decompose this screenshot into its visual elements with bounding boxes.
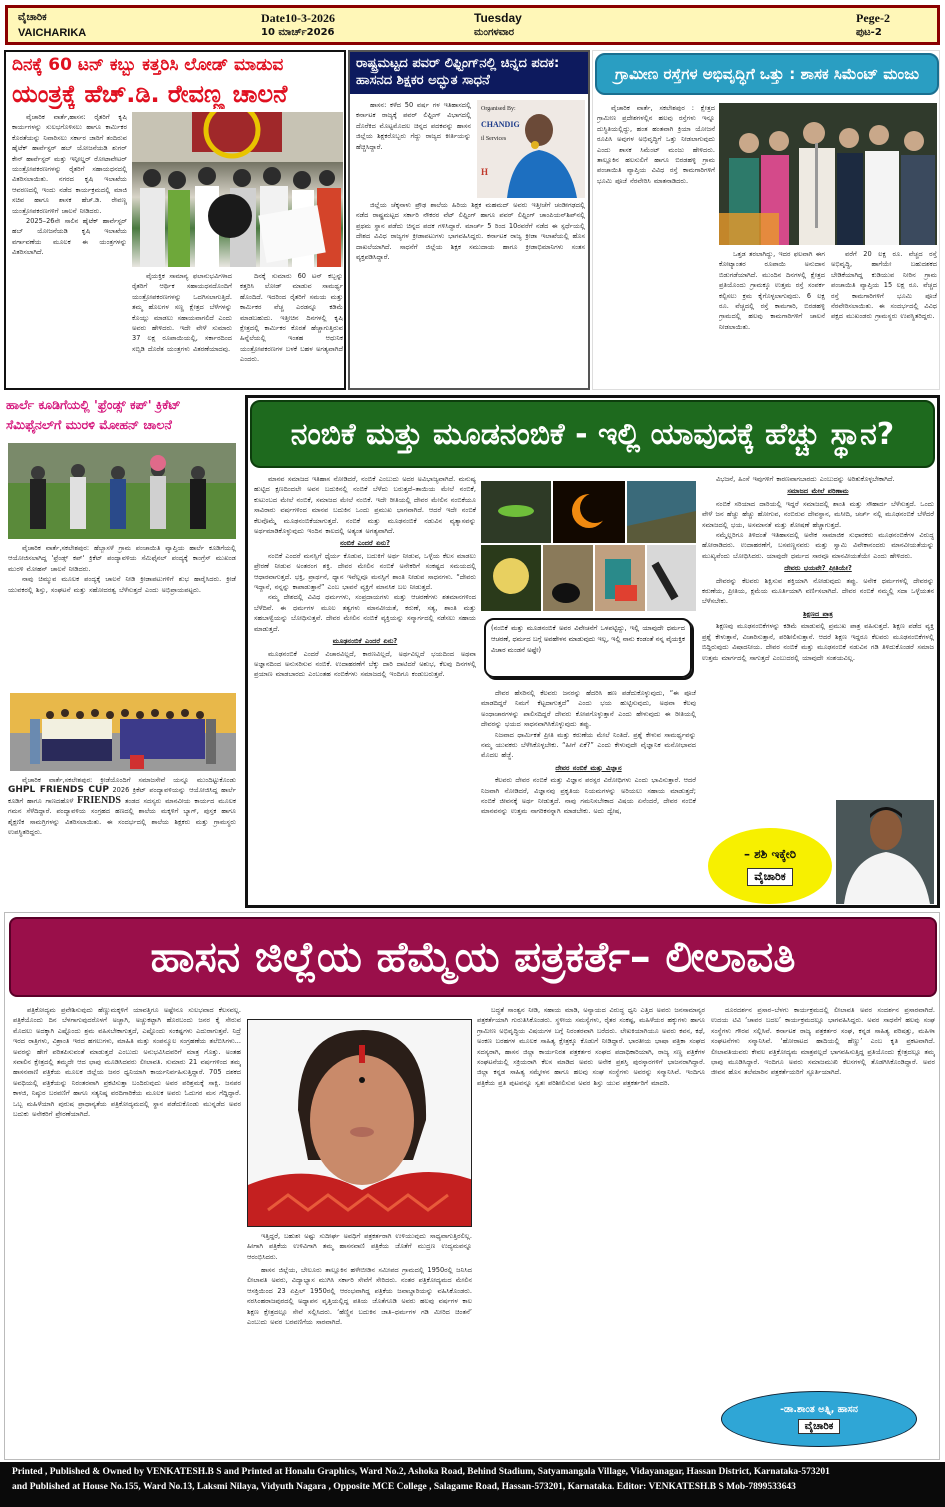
- author-badge-shantha: [721, 1391, 917, 1447]
- paragraph: ನಂಬಿಕೆ ಸರಿಯಾದ ದಾರಿಯಲ್ಲಿ ಇದ್ದರೆ ಸಮಾಜದಲ್ಲಿ ಶಾಂತಿ ಮತ್ತು ಸೌಹಾರ್ದ ಬೆಳೆಸುತ್ತದೆ. ಒಂದು ವೇಳೆ ಜನ ಹೆಚ್ಚು ಹೆಚ್ಚು ಹೋಗುವ, ನಂಬಿರುವ ದೇವಸ್ಥಾನ, ಮಸೀದಿ, ಚರ್ಚ್ ನಲ್ಲಿ ಮೂಢನಂಬಿಕೆ ಬೆಳೆದರೆ ಸಮಾಜದಲ್ಲಿ ಭಯ, ಅಸಮಾನತೆ ಮತ್ತು ಶೋಷಣೆ ಹೆಚ್ಚಾಗುತ್ತದೆ.: [702, 499, 934, 529]
- masthead-date-en: Date10-3-2026: [261, 11, 335, 25]
- paragraph: ನಂಬಿಕೆ ಎಂದರೆ ಮನಸ್ಸಿಗೆ ಧೈರ್ಯ ಕೊಡುವ, ಬದುಕಿಗೆ ಅರ್ಥ ನೀಡುವ, ಒಳ್ಳೆಯ ಕೆಲಸ ಮಾಡಲು ಪ್ರೇರಣೆ ನೀಡುವ ಅಂತರಂಗ ಶಕ್ತಿ. ದೇವರ ಮೇಲಿನ ನಂಬಿಕೆ ಅನೇಕರಿಗೆ ಸಂಕಷ್ಟದ ಸಮಯದಲ್ಲಿ ಆಧಾರವಾಗುತ್ತದೆ. ಭಕ್ತಿ, ಪ್ರಾರ್ಥನೆ, ಧ್ಯಾನ ಇವೆಲ್ಲವೂ ಮನಸ್ಸಿಗೆ ಶಾಂತಿ ನೀಡುವ ಸಾಧನಗಳು. “ದೇವರು ಇದ್ದಾನೆ, ನನ್ನನ್ನು ಕಾಪಾಡುತ್ತಾನೆ” ಎಂಬ ಭಾವನೆ ವ್ಯಕ್ತಿಗೆ ಮಾನಸಿಕ ಬಲ ನೀಡುತ್ತದೆ.: [254, 551, 476, 592]
- vaicharika-logo: ವೈಚಾರಿಕ: [798, 1419, 841, 1434]
- author-badge-shashi: [708, 828, 832, 904]
- ghpl-friends-cup-text: GHPL FRIENDS CUP: [8, 785, 109, 796]
- article-powerlifting-col2: [356, 200, 585, 386]
- paragraph: ವಿಭಜನೆ, ಹಿಂಸೆ ಇವುಗಳಿಗೆ ಕಾರಣವಾಗಬಾರದು ಎಂಬುದನ್ನು ಅರಿತುಕೊಳ್ಳಬೇಕಾಗಿದೆ.: [716, 475, 895, 483]
- photo-ceremony-graphic: [719, 103, 937, 245]
- article-belief-superstition: [245, 395, 940, 908]
- paragraph: ಪತ್ರಿಕೋದ್ಯಮ ಪ್ರವೇಶಿಸುವುದು ಹೆಣ್ಣುಮಕ್ಕಳಿಗೆ ಯಾವತ್ತಿಗೂ ಅಷ್ಟೇನೂ ಸುಲಭವಾದ ಕೆಲಸವಲ್ಲ. ಪತ್ರಿಕೆಯೊಂದು ದಿನ ಬೆಳಗಾಗುವುದರೊಳಗೆ ಅಚ್ಚಾಗಿ, ಅಚ್ಚುಕಟ್ಟಾಗಿ ಹೊರಬಂದು ಜನರ ಕೈ ಸೇರುವ ಮೊದಲು ಅದಕ್ಕಾಗಿ ಎಷ್ಟೊಂದು ಶ್ರಮ ವಹಿಸಬೇಕಾಗುತ್ತದೆ, ಎಷ್ಟೊಂದು ಸಂಕಷ್ಟಗಳು ಎದುರಾಗುತ್ತವೆ. ನಿದ್ರೆ ಇರದ ರಾತ್ರಿಗಳು, ವಿಶ್ರಾಂತಿ ಇರದ ಹಗಲುಗಳು, ಮಾಹಿತಿ ಮತ್ತು ಸಂಪನ್ಮೂಲ ಸಂಗ್ರಹಣೆಯ ತಲೆಬಿಸಿಗಳು... ಅವರನ್ನು ಹೇಗೆ ಪರಿತಪಿಸುವಂತೆ ಮಾಡುತ್ತದೆ ಎಂಬುದು ಅನುಭವಿಸಿದವರಿಗೆ ಮಾತ್ರ ಗೊತ್ತು. ಅಂತಹ ಸವಾಲಿನ ಕ್ಷೇತ್ರದಲ್ಲಿ ತಮ್ಮದೇ ಆದ ಛಾಪು ಮೂಡಿಸಿದವರು ಲೀಲಾವತಿ. ಸುಮಾರು 21 ವರ್ಷಗಳಿಂದ ತಮ್ಮ ಹಾಸನವಾಣಿ ಪತ್ರಿಕೆಯ ಮೂಲಕ ಜಿಲ್ಲೆಯ ಜನರ ಧ್ವನಿಯಾಗಿ ಕಾರ್ಯನಿರ್ವಹಿಸುತ್ತಿದ್ದಾರೆ. 705 ದಶಕದ ಅವಧಿಯಲ್ಲಿ ಪತ್ರಿಕೆಯನ್ನು ನಿರಂತರವಾಗಿ ಪ್ರಕಟಿಸುತ್ತಾ ಬಂದಿರುವುದು ಅವರ ಪರಿಶ್ರಮಕ್ಕೆ ಸಾಕ್ಷಿ. ಜನಪರ ಕಾಳಜಿ, ನಿಷ್ಠುರ ಬರವಣಿಗೆ ಹಾಗೂ ಸತ್ಯನಿಷ್ಠ ವರದಿಗಾರಿಕೆಯ ಮೂಲಕ ಅವರು ಓದುಗರ ಮನ ಗೆದ್ದಿದ್ದಾರೆ. ಒಬ್ಬ ಮಹಿಳೆಯಾಗಿ ಪುರುಷ ಪ್ರಾಧಾನ್ಯತೆಯ ಪತ್ರಿಕೋದ್ಯಮದಲ್ಲಿ ಸ್ಥಾನ ಪಡೆದುಕೊಂಡು ಮುನ್ನಡೆದ ಅವರ ಬದುಕು ಅನೇಕರಿಗೆ ಪ್ರೇರಣೆಯಾಗಿದೆ.: [13, 1006, 241, 1119]
- paragraph: ಇತ್ತಿದ್ದರೆ, ಬಹುಶಃ ಅಷ್ಟು ಸುದೀರ್ಘ ಅವಧಿಗೆ ಪತ್ರಕರ್ತರಾಗಿ ಉಳಿಯುವುದು ಸಾಧ್ಯವಾಗುತ್ತಿರಲಿಲ್ಲ. ಹೀಗಾಗಿ ಪತ್ರಿಕೆಯ ಉಳಿವಿಗಾಗಿ ತಮ್ಮ ಹಾಸನವಾಣಿ ಪತ್ರಿಕೆಯ ಜೊತೆಗೆ ಮುದ್ರಣ ಉದ್ಯಮವನ್ನೂ ಆರಂಭಿಸಿದರು.: [247, 1232, 472, 1261]
- photo-students-graphic: [10, 693, 236, 771]
- author-portrait-photo: [836, 800, 934, 904]
- paragraph: ಮೂಢನಂಬಿಕೆ ಎಂದರೆ ವಿಚಾರವಿಲ್ಲದೆ, ಕಾರಣವಿಲ್ಲದೆ, ಅರ್ಥವಿಲ್ಲದೆ ಭಯದಿಂದ ಅಥವಾ ಅಜ್ಞಾನದಿಂದ ಅನುಸರಿಸುವ ನಂಬಿಕೆ. ಉದಾಹರಣೆಗೆ ಬೆಕ್ಕು ದಾರಿ ದಾಟಿದರೆ ಅಶುಭ, ಕೆಲವು ದಿನಗಳಲ್ಲಿ ಪ್ರಯಾಣ ಮಾಡಬಾರದು ಎಂಬಂತಹ ನಂಬಿಕೆಗಳು ಸಮಾಜದಲ್ಲಿ ಇಂದಿಗೂ ಕಂಡುಬರುತ್ತವೆ.: [254, 649, 476, 679]
- subheading: ದೇವರು ಭಯವೇ? ಪ್ರೀತಿಯೇ?: [784, 564, 852, 573]
- article-harvester: [4, 50, 346, 390]
- paragraph: ಜಿಲ್ಲೆಯ ಚೆಕ್ಕನಾಳು ಪ್ರೌಢ ಶಾಲೆಯ ಹಿರಿಯ ಶಿಕ್ಷಕ ಮಹಮದ್ ಅವರು ಇತ್ತೀಚೆಗೆ ಚಂಡೀಗಢದಲ್ಲಿ ನಡೆದ ರಾಷ್ಟ್ರಮಟ್ಟದ ಸರ್ಕಾರಿ ನೌಕರರ ವೆಟ್ ಲಿಫ್ಟಿಂಗ್ ಹಾಗೂ ಪವರ್ ಲಿಫ್ಟಿಂಗ್ ಚಾಂಪಿಯನ್‌ಶಿಪ್‌ನಲ್ಲಿ ಪ್ರಥಮ ಸ್ಥಾನ ಪಡೆದು ಚಿನ್ನದ ಪದಕ ಗಳಿಸಿದ್ದಾರೆ. ಮಾರ್ಚ್ 5 ರಿಂದ 10ರವರೆಗೆ ನಡೆದ ಈ ಸ್ಪರ್ಧೆಯಲ್ಲಿ ದೇಶದ ವಿವಿಧ ರಾಜ್ಯಗಳ ಕ್ರೀಡಾಪಟುಗಳು ಭಾಗವಹಿಸಿದ್ದರು. ಕರ್ನಾಟಕ ರಾಜ್ಯ ಕ್ರೀಡಾ ಇಲಾಖೆಯಲ್ಲಿ ಹೊಸ ದಾಖಲೆಯಾಗಿದೆ. ಸಾಧನೆಗೆ ಜಿಲ್ಲೆಯ ಶಿಕ್ಷಕ ಸಮುದಾಯ ಹಾಗೂ ಕ್ರೀಡಾಭಿಮಾನಿಗಳು ಸಂತಸ ವ್ಯಕ್ತಪಡಿಸಿದ್ದಾರೆ.: [356, 201, 585, 262]
- paragraph: 2025–26ನೇ ಸಾಲಿನ ಹೈಟೆಕ್ ಹಾರ್ವೆಸ್ಟರ್ ಹಬ್ ಯೋಜನೆಯಡಿ ಕೃಷಿ ಇಲಾಖೆಯ ವರ್ಗಾವಣೆಯ ಮೂಲಕ ಈ ಯಂತ್ರಗಳನ್ನು ವಿತರಿಸಲಾಗಿದೆ.: [12, 217, 127, 257]
- svg-text:il Services: il Services: [481, 136, 507, 142]
- profile-col1: [13, 1005, 241, 1455]
- headline-harvester-line1: ದಿನಕ್ಕೆ 60 ಟನ್ ಕಬ್ಬು ಕತ್ತರಿಸಿ ಲೋಡ್ ಮಾಡುವ: [12, 55, 284, 75]
- paragraph: ಕೆಲವರು ದೇವರ ನಂಬಿಕೆ ಮತ್ತು ವಿಜ್ಞಾನ ಪರಸ್ಪರ ವಿರೋಧಿಗಳು ಎಂದು ಭಾವಿಸುತ್ತಾರೆ. ಆದರೆ ನಿಜವಾಗಿ ನೋಡಿದರೆ, ವಿಜ್ಞಾನವು ಪ್ರಕೃತಿಯ ನಿಯಮಗಳನ್ನು ಅರಿಯಲು ಸಹಾಯ ಮಾಡುತ್ತದೆ; ನಂಬಿಕೆ ಜೀವನಕ್ಕೆ ಅರ್ಥ ನೀಡುತ್ತದೆ. ನಾವು ಗಮನಿಸಬೇಕಾದ ವಿಷಯ ಏನೆಂದರೆ, ದೇವರ ನಂಬಿಕೆ ಮಾನವನನ್ನು ಉತ್ತಮ ನಾಗರಿಕನನ್ನಾಗಿ ಮಾಡಬೇಕು. ಅದು ದ್ವೇಷ,: [481, 776, 696, 816]
- paragraph: ದೇವರ ಹೆಸರಿನಲ್ಲಿ ಕೆಲವರು ಜನರನ್ನು ಹೆದರಿಸಿ ಹಣ ಪಡೆದುಕೊಳ್ಳುವುದು, “ಈ ಪೂಜೆ ಮಾಡದಿದ್ದರೆ ನಿಮಗೆ ಕೆಟ್ಟದಾಗುತ್ತದೆ” ಎಂದು ಭಯ ಹುಟ್ಟಿಸುವುದು, ಅಥವಾ ಕೆಲವು ಅಂಧಾಚಾರಗಳನ್ನು ಪಾಲಿಸದಿದ್ದರೆ ದೇವರು ಕೋಪಗೊಳ್ಳುತ್ತಾನೆ ಎಂದು ಹೇಳುವುದು ಈ ರೀತಿಯಲ್ಲಿ ದೇವರನ್ನು ಭಯದ ಸಾಧನವಾಗಿಸಿಕೊಳ್ಳುವುದು ತಪ್ಪು.: [481, 689, 696, 729]
- article-harvester-col1: [12, 112, 127, 387]
- harvester-inauguration-photo: [132, 112, 343, 267]
- paragraph: ದೇವರನ್ನು ಕೆಲವರು ಶಿಕ್ಷಿಸುವ ಶಕ್ತಿಯಾಗಿ ನೋಡುವುದು ತಪ್ಪು. ಅನೇಕ ಧರ್ಮಗಳಲ್ಲಿ ದೇವರನ್ನು ಕರುಣೆಯ, ಪ್ರೀತಿಯ, ಕ್ಷಮೆಯ ಮೂರ್ತಿಯಾಗಿ ವರ್ಣಿಸಲಾಗಿದೆ. ದೇವರ ನಂಬಿಕೆ ನಮ್ಮಲ್ಲಿ ಸದಾ ಒಳ್ಳೆಯತನ ಬೆಳೆಸಬೇಕು.: [702, 576, 934, 606]
- article-harvester-col3: [240, 271, 343, 387]
- vaicharika-logo: ವೈಚಾರಿಕ: [747, 868, 793, 886]
- profile-col3: [477, 1005, 705, 1455]
- masthead: [5, 5, 940, 45]
- rural-roads-groundbreaking-photo: [719, 103, 937, 245]
- svg-text:H: H: [481, 167, 489, 177]
- paragraph: ಬದ್ಧತೆ ಸಾಂತ್ವನ ನೀಡಿ, ಸಹಾಯ ಮಾಡಿ, ಅನ್ಯಾಯದ ವಿರುದ್ಧ ಧ್ವನಿ ಎತ್ತಿದ ಅವರು ಜನಸಾಮಾನ್ಯರ ಪತ್ರಕರ್ತೆಯಾಗಿ ಗುರುತಿಸಿಕೊಂಡರು. ಸ್ಥಳೀಯ ಸಮಸ್ಯೆಗಳು, ರೈತರ ಸಂಕಷ್ಟ, ಮಹಿಳೆಯರ ಹಕ್ಕುಗಳು ಹಾಗೂ ಗ್ರಾಮೀಣ ಅಭಿವೃದ್ಧಿಯ ವಿಷಯಗಳ ಬಗ್ಗೆ ನಿರಂತರವಾಗಿ ಬರೆದರು. ಲೇಖಕಿಯಾಗಿಯೂ ಅವರು ಕವನ, ಕಥೆ, ಅಂಕಣ ಬರಹಗಳ ಮೂಲಕ ಸಾಹಿತ್ಯ ಕ್ಷೇತ್ರಕ್ಕೂ ಕೊಡುಗೆ ನೀಡಿದ್ದಾರೆ. ಭಾರತೀಯ ಭಾಷಾ ಪತ್ರಿಕಾ ಸಂಘದ ಸದಸ್ಯರಾಗಿ, ಹಾಸನ ಜಿಲ್ಲಾ ಕಾರ್ಯನಿರತ ಪತ್ರಕರ್ತರ ಸಂಘದ ಪದಾಧಿಕಾರಿಯಾಗಿ, ರಾಜ್ಯ ಸಣ್ಣ ಪತ್ರಿಕೆಗಳ ಸಂಘಟನೆಯಲ್ಲಿ ಸಕ್ರಿಯರಾಗಿ ಕೆಲಸ ಮಾಡಿದ ಅವರು ಅನೇಕ ಪ್ರಶಸ್ತಿ ಪುರಸ್ಕಾರಗಳಿಗೆ ಭಾಜನರಾಗಿದ್ದಾರೆ. ಜಿಲ್ಲಾ ಕನ್ನಡ ಸಾಹಿತ್ಯ ಸಮ್ಮೇಳನ ಹಾಗೂ ಹಲವು ಸಂಘ ಸಂಸ್ಥೆಗಳು ಅವರನ್ನು ಸನ್ಮಾನಿಸಿವೆ. ಇಂದಿಗೂ ಪತ್ರಿಕೆಯ ಪ್ರತಿ ಪುಟವನ್ನೂ ಸ್ವತಃ ಪರಿಶೀಲಿಸುವ ಅವರ ಶಿಸ್ತು ಯುವ ಪತ್ರಕರ್ತರಿಗೆ ಮಾದರಿ.: [477, 1006, 705, 1087]
- feature-col3: [702, 474, 934, 819]
- photo-cricket-graphic: [8, 443, 236, 539]
- masthead-day-kn: ಮಂಗಳವಾರ: [474, 27, 515, 38]
- article-cricket-text1: [8, 543, 236, 688]
- author-name: -ಡಾ.ಶಾಂತ ಅತ್ನಿ, ಹಾಸನ: [780, 1404, 858, 1415]
- headline-harvester-line2: ಯಂತ್ರಕ್ಕೆ ಹೆಚ್.ಡಿ. ರೇವಣ್ಣ ಚಾಲನೆ: [12, 80, 288, 108]
- masthead-page-en: Pege-2: [856, 11, 890, 25]
- svg-text:CHANDIG: CHANDIG: [481, 120, 520, 129]
- photo-author-graphic: [836, 800, 934, 904]
- paragraph: ಶಿಕ್ಷಣವು ಮೂಢನಂಬಿಕೆಗಳನ್ನು ಕಡಿಮೆ ಮಾಡುವಲ್ಲಿ ಪ್ರಮುಖ ಪಾತ್ರ ವಹಿಸುತ್ತದೆ. ಶಿಕ್ಷಣ ಪಡೆದ ವ್ಯಕ್ತಿ ಪ್ರಶ್ನೆ ಕೇಳುತ್ತಾನೆ, ವಿಚಾರಿಸುತ್ತಾನೆ, ಪರಿಶೀಲಿಸುತ್ತಾನೆ. ಆದರೆ ಶಿಕ್ಷಣ ಇದ್ದರೂ ಕೆಲವರು ಮೂಢನಂಬಿಕೆಗಳಲ್ಲಿ ಬಿದ್ದಿರುವುದು ವಿಷಾದನೀಯ. ದೇವರ ನಂಬಿಕೆ ಮತ್ತು ಮೂಢನಂಬಿಕೆ ನಡುವಿನ ಗಡಿ ತಿಳಿದುಕೊಂಡರೆ ಸಮಾಜ ಉತ್ತಮ ಮಾರ್ಗದಲ್ಲಿ ಸಾಗುತ್ತದೆ ಎಂಬುದರಲ್ಲಿ ಯಾವುದೇ ಸಂಶಯವಿಲ್ಲ.: [702, 622, 934, 662]
- photo-leelavathi-graphic: [248, 1020, 472, 1227]
- masthead-day-en: Tuesday: [474, 11, 522, 25]
- paragraph: ವರೆಗೆ 20 ಲಕ್ಷ ರೂ. ವೆಚ್ಚದ ರಸ್ತೆ ಅಭಿವೃದ್ಧಿ, ಹಾಗೆಯೇ ಬಹುದಶಕದ ಬೇಡಿಕೆಯಾಗಿದ್ದ ಕುಡಿಯುವ ನೀರಿನ ಗ್ರಾಮ ಪಂಚಾಯಿತಿ ವ್ಯಾಪ್ತಿಯ 15 ಲಕ್ಷ ರೂ. ವೆಚ್ಚದ ರಸ್ತೆ ಕಾಮಗಾರಿಗಳಿಗೆ ಭೂಮಿ ಪೂಜೆ ನೆರವೇರಿಸಲಾಯಿತು. ಈ ಸಂದರ್ಭದಲ್ಲಿ ವಿವಿಧ ಪಕ್ಷದ ಮುಖಂಡರು ಗ್ರಾಮಸ್ಥರು ಉಪಸ್ಥಿತರಿದ್ದರು.: [831, 250, 937, 321]
- paragraph: ವೈಯಕ್ತಿಕ ಸಾಮಾನ್ಯ ಫಲಾನುಭವಿಗಳಾದ ರೈತರಿಗೆ ಆರ್ಥಿಕ ಸಹಾಯಧನದೊಂದಿಗೆ ಯಂತ್ರೋಪಕರಣಗಳನ್ನು ಒದಗಿಸಲಾಗುತ್ತಿದೆ. ತಮ್ಮ ಹೊಲಗಳ ಸಣ್ಣ ಕ್ಷೇತ್ರದ ಬೆಳೆಗಳನ್ನು ಕೊಯ್ಲು ಮಾಡಲು ಸಹಾಯವಾಗಲಿದೆ ಎಂದು ಅವರು ಹೇಳಿದರು. ಇದೇ ವೇಳೆ ಸುಮಾರು 37 ಲಕ್ಷ ರೂಪಾಯಿಯಲ್ಲಿ, ಸರ್ಕಾರದಿಂದ ಸಬ್ಸಿಡಿ ದೊರೆತ ಯಂತ್ರಗಳು ವಿತರಣೆಯಾದವು.: [132, 272, 232, 353]
- profile-col2: [247, 1265, 472, 1455]
- article-cricket-text2: [8, 775, 236, 905]
- paragraph: ನಮ್ಮ ದೇಶದಲ್ಲಿ ವಿವಿಧ ಧರ್ಮಗಳು, ಸಂಪ್ರದಾಯಗಳು ಮತ್ತು ಆಚರಣೆಗಳು ಶತಮಾನಗಳಿಂದ ಬೆಳೆದಿವೆ. ಈ ಧರ್ಮಗಳ ಮೂಲ ತತ್ವಗಳು ಮಾನವೀಯತೆ, ಕರುಣೆ, ಸತ್ಯ, ಶಾಂತಿ ಮತ್ತು ಸಹಬಾಳ್ವೆಯನ್ನು ಬೋಧಿಸುತ್ತವೆ. ದೇವರ ಮೇಲಿನ ನಂಬಿಕೆ ವ್ಯಕ್ತಿಯನ್ನು ಸನ್ಮಾರ್ಗದಲ್ಲಿ ನಡೆಸಲು ಸಹಾಯ ಮಾಡುತ್ತದೆ.: [254, 593, 476, 633]
- paragraph: ವೈಚಾರಿಕ ವಾರ್ತೆ,ಸಕಲೇಶಪುರ: ಹೆಬ್ಬಾಸಳೆ ಗ್ರಾಮ ಪಂಚಾಯಿತಿ ವ್ಯಾಪ್ತಿಯ ಹಾರ್ಲೆ ಕೂಡಿಗೆಯಲ್ಲಿ ಆಯೋಜಿಸಲಾಗಿದ್ದ 'ಫ್ರೆಂಡ್ಸ್ ಕಪ್' ಕ್ರಿಕೆಟ್ ಪಂದ್ಯಾವಳಿಯ ಸೆಮಿಫೈನಲ್ ಪಂದ್ಯಕ್ಕೆ ಕಾಂಗ್ರೆಸ್ ಮುಖಂಡ ಮುರಳಿ ಮೋಹನ್ ಚಾಲನೆ ನೀಡಿದರು.: [8, 544, 236, 573]
- disclaimer-box: (ನಂಬಿಕೆ ಮತ್ತು ಮೂಡನಂಬಿಕೆ ಅವರ ವಿವೇಚನೆಗೆ ಒಳಪಟ್ಟಿದ್ದು, ಇಲ್ಲಿ ಯಾವುದೇ ಧರ್ಮದ ಆಚರಣೆ, ಧರ್ಮದ ಬಗ್ಗೆ ಅವಹೇಳನ ಮಾಡುವುದು ಇಲ್ಲ, ಇಲ್ಲಿ ನಾನು ಕಂಡಂತೆ ನನ್ನ ವೈಯಕ್ತಿಕ ವಿಚಾರ ಮಂಡನೆ ಅಷ್ಟೇ): [484, 618, 692, 678]
- subheading: ದೇವರ ನಂಬಿಕೆ ಮತ್ತು ವಿಜ್ಞಾನ: [555, 763, 622, 772]
- headline-rural-roads: ಗ್ರಾಮೀಣ ರಸ್ತೆಗಳ ಅಭಿವೃದ್ಧಿಗೆ ಒತ್ತು : ಶಾಸಕ ಸಿಮೆಂಟ್ ಮಂಜು: [595, 53, 939, 95]
- paragraph: ದೂರದರ್ಶನ ಪ್ರಸಾರ–ಬೆಳಗು ಕಾರ್ಯಕ್ರಮದಲ್ಲಿ ಲೀಲಾವತಿ ಅವರ ಸಂದರ್ಶನ ಪ್ರಸಾರವಾಗಿದೆ. ಉದಯ ಟಿವಿ ‘ಚಾವರ ಬದಲ’ ಕಾರ್ಯಕ್ರಮದಲ್ಲೂ ಭಾಗವಹಿಸಿದ್ದರು. ಅವರ ಸಾಧನೆಗೆ ಹಲವು ಸಂಘ ಸಂಸ್ಥೆಗಳು ಗೌರವ ಸಲ್ಲಿಸಿವೆ. ಕರ್ನಾಟಕ ರಾಜ್ಯ ಪತ್ರಕರ್ತರ ಸಂಘ, ಕನ್ನಡ ಸಾಹಿತ್ಯ ಪರಿಷತ್ತು, ಮಹಿಳಾ ಸಂಘಟನೆಗಳು ಸನ್ಮಾನಿಸಿವೆ. ‘ಹೋರಾಟದ ಹಾದಿಯಲ್ಲಿ ಹೆಣ್ಣು’ ಎಂಬ ಕೃತಿ ಪ್ರಕಟವಾಗಿದೆ. ಲೀಲಾವತಿಯವರು ಕೇವಲ ಪತ್ರಿಕೋದ್ಯಮ ಮಾತ್ರವಲ್ಲದೆ ಭಾಗವಹಿಸುತ್ತಿದ್ದ ಪ್ರತಿಯೊಂದು ಕ್ಷೇತ್ರದಲ್ಲೂ ತಮ್ಮ ಛಾಪು ಮೂಡಿಸಿದ್ದಾರೆ. ಇಂದಿಗೂ ಅವರು ಸಮಾಜಮುಖಿ ಕೆಲಸಗಳಲ್ಲಿ ತೊಡಗಿಸಿಕೊಂಡಿದ್ದಾರೆ. ಅವರ ಜೀವನ ಹೊಸ ತಲೆಮಾರಿನ ಪತ್ರಕರ್ತೆಯರಿಗೆ ಸ್ಫೂರ್ತಿಯಾಗಿದೆ.: [711, 1006, 935, 1077]
- article-rural-roads-col2: [719, 249, 825, 387]
- paragraph: ದಿನಕ್ಕೆ ಸುಮಾರು 60 ಟನ್ ಕಬ್ಬನ್ನು ಕತ್ತರಿಸಿ ಲೋಡ್ ಮಾಡುವ ಸಾಮರ್ಥ್ಯ ಹೊಂದಿದೆ. ಇದರಿಂದ ರೈತರಿಗೆ ಸಮಯ ಮತ್ತು ಕಾರ್ಮಿಕರ ವೆಚ್ಚ ಎರಡನ್ನೂ ಕಡಿಮೆ ಮಾಡಬಹುದು. ಇತ್ತೀಚಿನ ದಿನಗಳಲ್ಲಿ ಕೃಷಿ ಕ್ಷೇತ್ರದಲ್ಲಿ ಕಾರ್ಮಿಕರ ಕೊರತೆ ಹೆಚ್ಚಾಗುತ್ತಿರುವ ಹಿನ್ನೆಲೆಯಲ್ಲಿ ಇಂತಹ ಆಧುನಿಕ ಯಂತ್ರೋಪಕರಣಗಳ ಬಳಕೆ ಬಹಳ ಅಗತ್ಯವಾಗಿದೆ ಎಂದರು.: [240, 272, 343, 364]
- paragraph: ವೈಚಾರಿಕ ವಾರ್ತೆ, ಸಕಲೇಶಪುರ : ಕ್ಷೇತ್ರದ ಗ್ರಾಮೀಣ ಪ್ರದೇಶಗಳಲ್ಲಿನ ಹಲವು ರಸ್ತೆಗಳು ಇನ್ನೂ ದುಸ್ಥಿತಿಯಲ್ಲಿದ್ದು, ಹಂತ ಹಂತವಾಗಿ ಕ್ರಿಯಾ ಯೋಜನೆ ರೂಪಿಸಿ ಅವುಗಳ ಅಭಿವೃದ್ಧಿಗೆ ಒತ್ತು ನೀಡಲಾಗುವುದು ಎಂದು ಶಾಸಕ ಸಿಮೆಂಟ್ ಮಂಜು ಹೇಳಿದರು. ತಾಲ್ಲೂಕಿನ ಹಲಸುಲಿಗೆ ಹಾಗೂ ಬಿರಡಹಳ್ಳಿ ಗ್ರಾಮ ಪಂಚಾಯಿತಿ ವ್ಯಾಪ್ತಿಯ ವಿವಿಧ ರಸ್ತೆ ಕಾಮಗಾರಿಗಳಿಗೆ ಭೂಮಿ ಪೂಜೆ ನೆರವೇರಿಸಿ ಮಾತನಾಡಿದರು.: [597, 104, 715, 185]
- article-rural-roads-col3: [831, 249, 937, 387]
- paragraph-lead: ವೈಚಾರಿಕ ವಾರ್ತೆ,ಸಕಲೇಶಪುರ: ಕ್ರೀಡೆಯೊಂದಿಗೆ ಸಮಾಜಸೇವೆ ಯನ್ನೂ ಮುಂದಿಟ್ಟುಕೊಂಡು: [22, 776, 236, 784]
- imprint-line-1: Printed , Published & Owned by VENKATESH.B S and Printed at Honalu Graphics, Ward No.2, Ashoka Road, Behind Stadium, Satyamangala Village, Vidayanagar, Hassan District, Karnataka-573201: [12, 1467, 830, 1477]
- article-powerlifting: [348, 50, 590, 390]
- headline-leelavathi: ಹಾಸನ ಜಿಲ್ಲೆಯ ಹೆಮ್ಮೆಯ ಪತ್ರಕರ್ತೆ– ಲೀಲಾವತಿ: [9, 917, 937, 997]
- headline-cricket: ಹಾರ್ಲೆ ಕೂಡಿಗೆಯಲ್ಲಿ 'ಫ್ರೆಂಡ್ಸ್ ಕಪ್' ಕ್ರಿಕೆಟ್ ಸೆಮಿಫೈನಲ್‌ಗೆ ಮುರಳಿ ಮೋಹನ್ ಚಾಲನೆ: [6, 397, 181, 432]
- headline-belief: ನಂಬಿಕೆ ಮತ್ತು ಮೂಡನಂಬಿಕೆ - ಇಲ್ಲಿ ಯಾವುದಕ್ಕೆ ಹೆಚ್ಚು ಸ್ಥಾನ?: [250, 400, 935, 468]
- article-rural-roads: [592, 50, 940, 390]
- feature-col2: [481, 688, 696, 903]
- svg-text:Organised By:: Organised By:: [481, 106, 516, 112]
- paragraph: ಒತ್ತಡ ತರಲಾಗಿದ್ದು, ಇದರ ಫಲವಾಗಿ ಈಗ ಕೋಟ್ಯಾಂತರ ರೂಪಾಯಿ ಅನುದಾನ ಬಿಡುಗಡೆಯಾಗಿದೆ. ಮುಂದಿನ ದಿನಗಳಲ್ಲಿ ಕ್ಷೇತ್ರದ ಪ್ರತಿಯೊಂದು ಗ್ರಾಮಕ್ಕೂ ಉತ್ತಮ ರಸ್ತೆ ಸಂಪರ್ಕ ಕಲ್ಪಿಸಲು ಕ್ರಮ ಕೈಗೊಳ್ಳಲಾಗುವುದು. 6 ಲಕ್ಷ ರೂ. ವೆಚ್ಚದಲ್ಲಿ ರಸ್ತೆ ಕಾಮಗಾರಿ, ಬಿರಡಹಳ್ಳಿ ಗ್ರಾಮದಲ್ಲಿ ಹಲವು ಕಾಮಗಾರಿಗಳಿಗೆ ಚಾಲನೆ ನೀಡಲಾಯಿತು.: [719, 250, 825, 331]
- article-harvester-col2: [132, 271, 232, 387]
- ghpl-students-photo: [10, 693, 236, 771]
- headline-powerlifting: ರಾಷ್ಟ್ರಮಟ್ಟದ ಪವರ್ ಲಿಫ್ಟಿಂಗ್‌ನಲ್ಲಿ ಚಿನ್ನದ ಪದಕ: ಹಾಸನದ ಶಿಕ್ಷಕರ ಅದ್ಭುತ ಸಾಧನೆ: [350, 52, 588, 94]
- masthead-name-kn: ವೈಚಾರಿಕ: [18, 12, 47, 23]
- profile-photo-caption: [247, 1231, 472, 1261]
- friends-team-text: FRIENDS: [77, 794, 121, 806]
- article-leelavathi: [4, 912, 940, 1460]
- article-cricket: [4, 393, 242, 908]
- paragraph: ವೈಚಾರಿಕ ವಾರ್ತೆ,ಹಾಸನ: ರೈತರಿಗೆ ಕೃಷಿ ಕಾರ್ಯಗಳನ್ನು ಸುಲಭಗೊಳಿಸಲು ಹಾಗೂ ಕಾರ್ಮಿಕರ ಕೊರತೆಯನ್ನು ನಿವಾರಿಸಲು ಸರ್ಕಾರ ಜಾರಿಗೆ ತಂದಿರುವ ಹೈಟೆಕ್ ಹಾರ್ವೆಸ್ಟರ್ ಹಬ್ ಯೋಜನೆಯಡಿ ಶುಗರ್ ಕೇನ್ ಹಾರ್ವೆಸ್ಟರ್ ಮತ್ತು ಇನ್ಫೀಲ್ಡರ್ ರೋಟಾವೇಟರ್ ಯಂತ್ರೋಪಕರಣಗಳನ್ನು ರೈತರಿಗೆ ಸಹಾಯಧನದಲ್ಲಿ ವಿತರಿಸಲಾಯಿತು. ನಗರದ ಕೃಷಿ ಇಲಾಖೆಯ ಆವರಣದಲ್ಲಿ ಇಂದು ನಡೆದ ಕಾರ್ಯಕ್ರಮದಲ್ಲಿ ಮಾಜಿ ಸಚಿವ ಹಾಗೂ ಶಾಸಕ ಹೆಚ್.ಡಿ. ರೇವಣ್ಣ ಯಂತ್ರೋಪಕರಣಗಳಿಗೆ ಚಾಲನೆ ನೀಡಿದರು.: [12, 113, 127, 215]
- masthead-page-kn: ಪುಟ-2: [856, 27, 882, 38]
- leelavathi-portrait-photo: [247, 1019, 472, 1227]
- paragraph: ಮಾನವ ಸಮಾಜದ ಇತಿಹಾಸ ನೋಡಿದರೆ, ನಂಬಿಕೆ ಎಂಬುದು ಅದರ ಅವಿಭಾಜ್ಯವಾಗಿದೆ. ಮನುಷ್ಯ ಹುಟ್ಟಿದ ಕ್ಷಣದಿಂದಲೇ ಅವನ ಬದುಕಿನಲ್ಲಿ ನಂಬಿಕೆ ಬೆಳೆದು ಬರುತ್ತದೆ–ತಾಯಿಯ ಮೇಲೆ ನಂಬಿಕೆ, ಕುಟುಂಬದ ಮೇಲೆ ನಂಬಿಕೆ, ಸಮಾಜದ ಮೇಲೆ ನಂಬಿಕೆ. ಇದೇ ರೀತಿಯಲ್ಲಿ ದೇವರ ಮೇಲಿನ ನಂಬಿಕೆಯೂ ಸಾವಿರಾರು ವರ್ಷಗಳಿಂದ ಮಾನವ ಬದುಕಿನ ಒಂದು ಪ್ರಮುಖ ಭಾಗವಾಗಿದೆ. ಆದರೆ ಇದೇ ನಂಬಿಕೆ ಕೆಲವೊಮ್ಮೆ ಮೂಢನಂಬಿಕೆಯಾಗುತ್ತದೆ. ನಂಬಿಕೆ ಮತ್ತು ಮೂಢನಂಬಿಕೆ ನಡುವಿನ ವ್ಯತ್ಯಾಸವನ್ನು ಅರ್ಥಮಾಡಿಕೊಳ್ಳುವುದು ಇಂದಿನ ಕಾಲದಲ್ಲಿ ಅತ್ಯಂತ ಅಗತ್ಯವಾಗಿದೆ.: [254, 475, 476, 536]
- powerlifting-medal-photo: [477, 100, 585, 198]
- belief-collage-photo: [481, 481, 696, 611]
- masthead-date-kn: 10 ಮಾರ್ಚ್2026: [261, 27, 335, 38]
- paragraph-tail: ತಂಡದ ಸದಸ್ಯರು ಮಾನವೀಯ ಕಾರ್ಯದ ಮೂಲಕ ಗಮನ ಸೆಳೆದಿದ್ದಾರೆ. ಪಂದ್ಯಾವಳಿಯ ಸಂಗ್ರಹದ ಹಣದಲ್ಲಿ ಶಾಲೆಯ ಮಕ್ಕಳಿಗೆ ಬ್ಯಾಗ್, ಪುಸ್ತಕ ಹಾಗೂ ಶೈಕ್ಷಣಿಕ ಸಾಮಗ್ರಿಗಳನ್ನು ವಿತರಿಸಲಾಯಿತು. ಈ ಸಂದರ್ಭದಲ್ಲಿ ಶಾಲೆಯ ಶಿಕ್ಷಕರು ಮತ್ತು ಗ್ರಾಮಸ್ಥರು ಉಪಸ್ಥಿತರಿದ್ದರು.: [8, 796, 236, 837]
- photo-collage-graphic: [481, 481, 696, 611]
- subheading: ಸಮಾಜದ ಮೇಲೆ ಪರಿಣಾಮ: [787, 487, 849, 496]
- subheading: ಶಿಕ್ಷಣದ ಪಾತ್ರ: [803, 609, 833, 618]
- paragraph-mid: 2026 ಕ್ರಿಕೆಟ್ ಪಂದ್ಯಾವಳಿಯನ್ನು ಆಯೋಜಿಸಿದ್ದ ಹಾರ್ಲೆ ಕೂಡಿಗೆ ಹಾಗೂ ಗಾಣದಹೊಳೆ: [8, 786, 236, 805]
- imprint-line-2: and Published at House No.155, Ward No.13, Laksmi Nilaya, Vidyuth Nagara , Opposite MCE College , Salagame Road, Hassan-573201, Karnataka. Editor: VENKATESH.B S Mob-7899533643: [12, 1482, 796, 1492]
- paragraph: ನಮ್ಮೆಲ್ಲರಿಗೂ ತಿಳಿದಂತೆ ಇತಿಹಾಸದಲ್ಲಿ ಅನೇಕ ಸಾಮಾಜಿಕ ಸುಧಾರಕರು ಮೂಢನಂಬಿಕೆಗಳ ವಿರುದ್ಧ ಹೋರಾಡಿದರು. ಉದಾಹರಣೆಗೆ, ಬಸವಣ್ಣನವರು ಮತ್ತು ಸ್ವಾಮಿ ವಿವೇಕಾನಂದರು ಮಾನವೀಯತೆಯನ್ನು ಮುಖ್ಯವೆಂದು ಬೋಧಿಸಿದರು. ಯಾವುದೇ ಧರ್ಮದ ಸಾರವೂ ಮಾನವೀಯತೆಯೇ ಎಂದು ಹೇಳಿದರು.: [702, 531, 934, 560]
- paragraph: ಹಾಸನ ಜಿಲ್ಲೆಯ, ಬೇಲೂರು ತಾಲ್ಲೂಕಿನ ಹಳೇಬೀಡಿನ ಸಮೀಪದ ಗ್ರಾಮದಲ್ಲಿ 1950ರಲ್ಲಿ ಜನಿಸಿದ ಲೀಲಾವತಿ ಅವರು, ವಿದ್ಯಾಭ್ಯಾಸ ಮುಗಿಸಿ ಸರ್ಕಾರಿ ಸೇವೆಗೆ ಸೇರಿದರು. ನಂತರ ಪತ್ರಿಕೋದ್ಯಮದ ಮೇಲಿನ ಆಸಕ್ತಿಯಿಂದ 23 ಏಪ್ರಿಲ್ 1950ರಲ್ಲಿ ಆರಂಭವಾಗಿದ್ದ ಪತ್ರಿಕೆಯ ಜವಾಬ್ದಾರಿಯನ್ನು ವಹಿಸಿಕೊಂಡರು. ನರಸಿಂಹರಾಜಪುರದಲ್ಲಿ ಅಧ್ಯಾಪನ ವೃತ್ತಿಯಲ್ಲಿದ್ದ ಪತಿಯ ಜೊತೆಗೂಡಿ ಅವರು ಹಲವು ವರ್ಷಗಳ ಕಾಲ ಶಿಕ್ಷಣ ಕ್ಷೇತ್ರದಲ್ಲೂ ಸೇವೆ ಸಲ್ಲಿಸಿದರು. ‘ಹೆಣ್ಣಿನ ಬದುಕಿನ ಜಾತಿ–ಧರ್ಮಗಳ ಗಡಿ ಮೀರಿದ ಚಿಂತನೆ’ ಎಂಬುದು ಅವರ ಬರವಣಿಗೆಯ ಸಾರವಾಗಿದೆ.: [247, 1266, 472, 1327]
- paragraph: ಹಾಸನ: ಕಳೆದ 50 ವರ್ಷ ಗಳ ಇತಿಹಾಸದಲ್ಲಿ ಕರ್ನಾಟಕ ರಾಜ್ಯಕ್ಕೆ ಪವರ್ ಲಿಫ್ಟಿಂಗ್ ವಿಭಾಗದಲ್ಲಿ ದೊರೆಕಿದ ಮೊಟ್ಟಮೊದಲ ಚಿನ್ನದ ಪದಕವನ್ನು ಹಾಸನ ಜಿಲ್ಲೆಯ ಶಿಕ್ಷಕರೊಬ್ಬರು ಗೆದ್ದು ರಾಜ್ಯದ ಕೀರ್ತಿಯನ್ನು ಹೆಚ್ಚಿಸಿದ್ದಾರೆ.: [356, 101, 471, 151]
- paragraph: ನಿಜವಾದ ಧಾರ್ಮಿಕತೆ ಪ್ರೀತಿ ಮತ್ತು ಕರುಣೆಯ ಮೇಲೆ ನಿಂತಿದೆ. ಪ್ರಶ್ನೆ ಕೇಳುವ ಸಾಮರ್ಥ್ಯವನ್ನು ನಮ್ಮ ಯುವಕರು ಬೆಳೆಸಿಕೊಳ್ಳಬೇಕು. “ಹೀಗೆ ಏಕೆ?” ಎಂದು ಕೇಳುವುದೇ ವೈಜ್ಞಾನಿಕ ಮನೋಭಾವದ ಮೊದಲ ಹೆಜ್ಜೆ.: [481, 730, 696, 760]
- article-rural-roads-col1: [597, 103, 715, 387]
- subheading: ನಂಬಿಕೆ ಎಂದರೆ ಏನು?: [340, 539, 390, 548]
- cricket-semifinal-photo: [8, 443, 236, 539]
- article-powerlifting-col1: [356, 100, 471, 198]
- profile-col4: [711, 1005, 935, 1385]
- feature-col1: [254, 474, 476, 904]
- author-name: – ಶಶಿ ಇಕ್ಕೇರಿ: [743, 846, 797, 861]
- imprint-footer: [0, 1462, 945, 1507]
- photo-crowd-graphic: [132, 112, 343, 267]
- photo-athlete-graphic: [477, 100, 585, 198]
- paragraph: ನಾವು ಚಿಮ್ಮುವ ಮೂಲಕ ಪಂದ್ಯಕ್ಕೆ ಚಾಲನೆ ನೀಡಿ ಕ್ರೀಡಾಪಟುಗಳಿಗೆ ಶುಭ ಹಾರೈಸಿದರು. ಕ್ರೀಡೆ ಯುವಕರಲ್ಲಿ ಶಿಸ್ತು, ಸಂಘಟನೆ ಮತ್ತು ಸಹೋದರತ್ವ ಬೆಳೆಸುತ್ತದೆ ಎಂದು ಅಭಿಪ್ರಾಯಪಟ್ಟರು.: [8, 575, 236, 594]
- masthead-name-en: VAICHARIKA: [18, 27, 87, 39]
- subheading: ಮೂಢನಂಬಿಕೆ ಎಂದರೆ ಏನು?: [332, 637, 398, 646]
